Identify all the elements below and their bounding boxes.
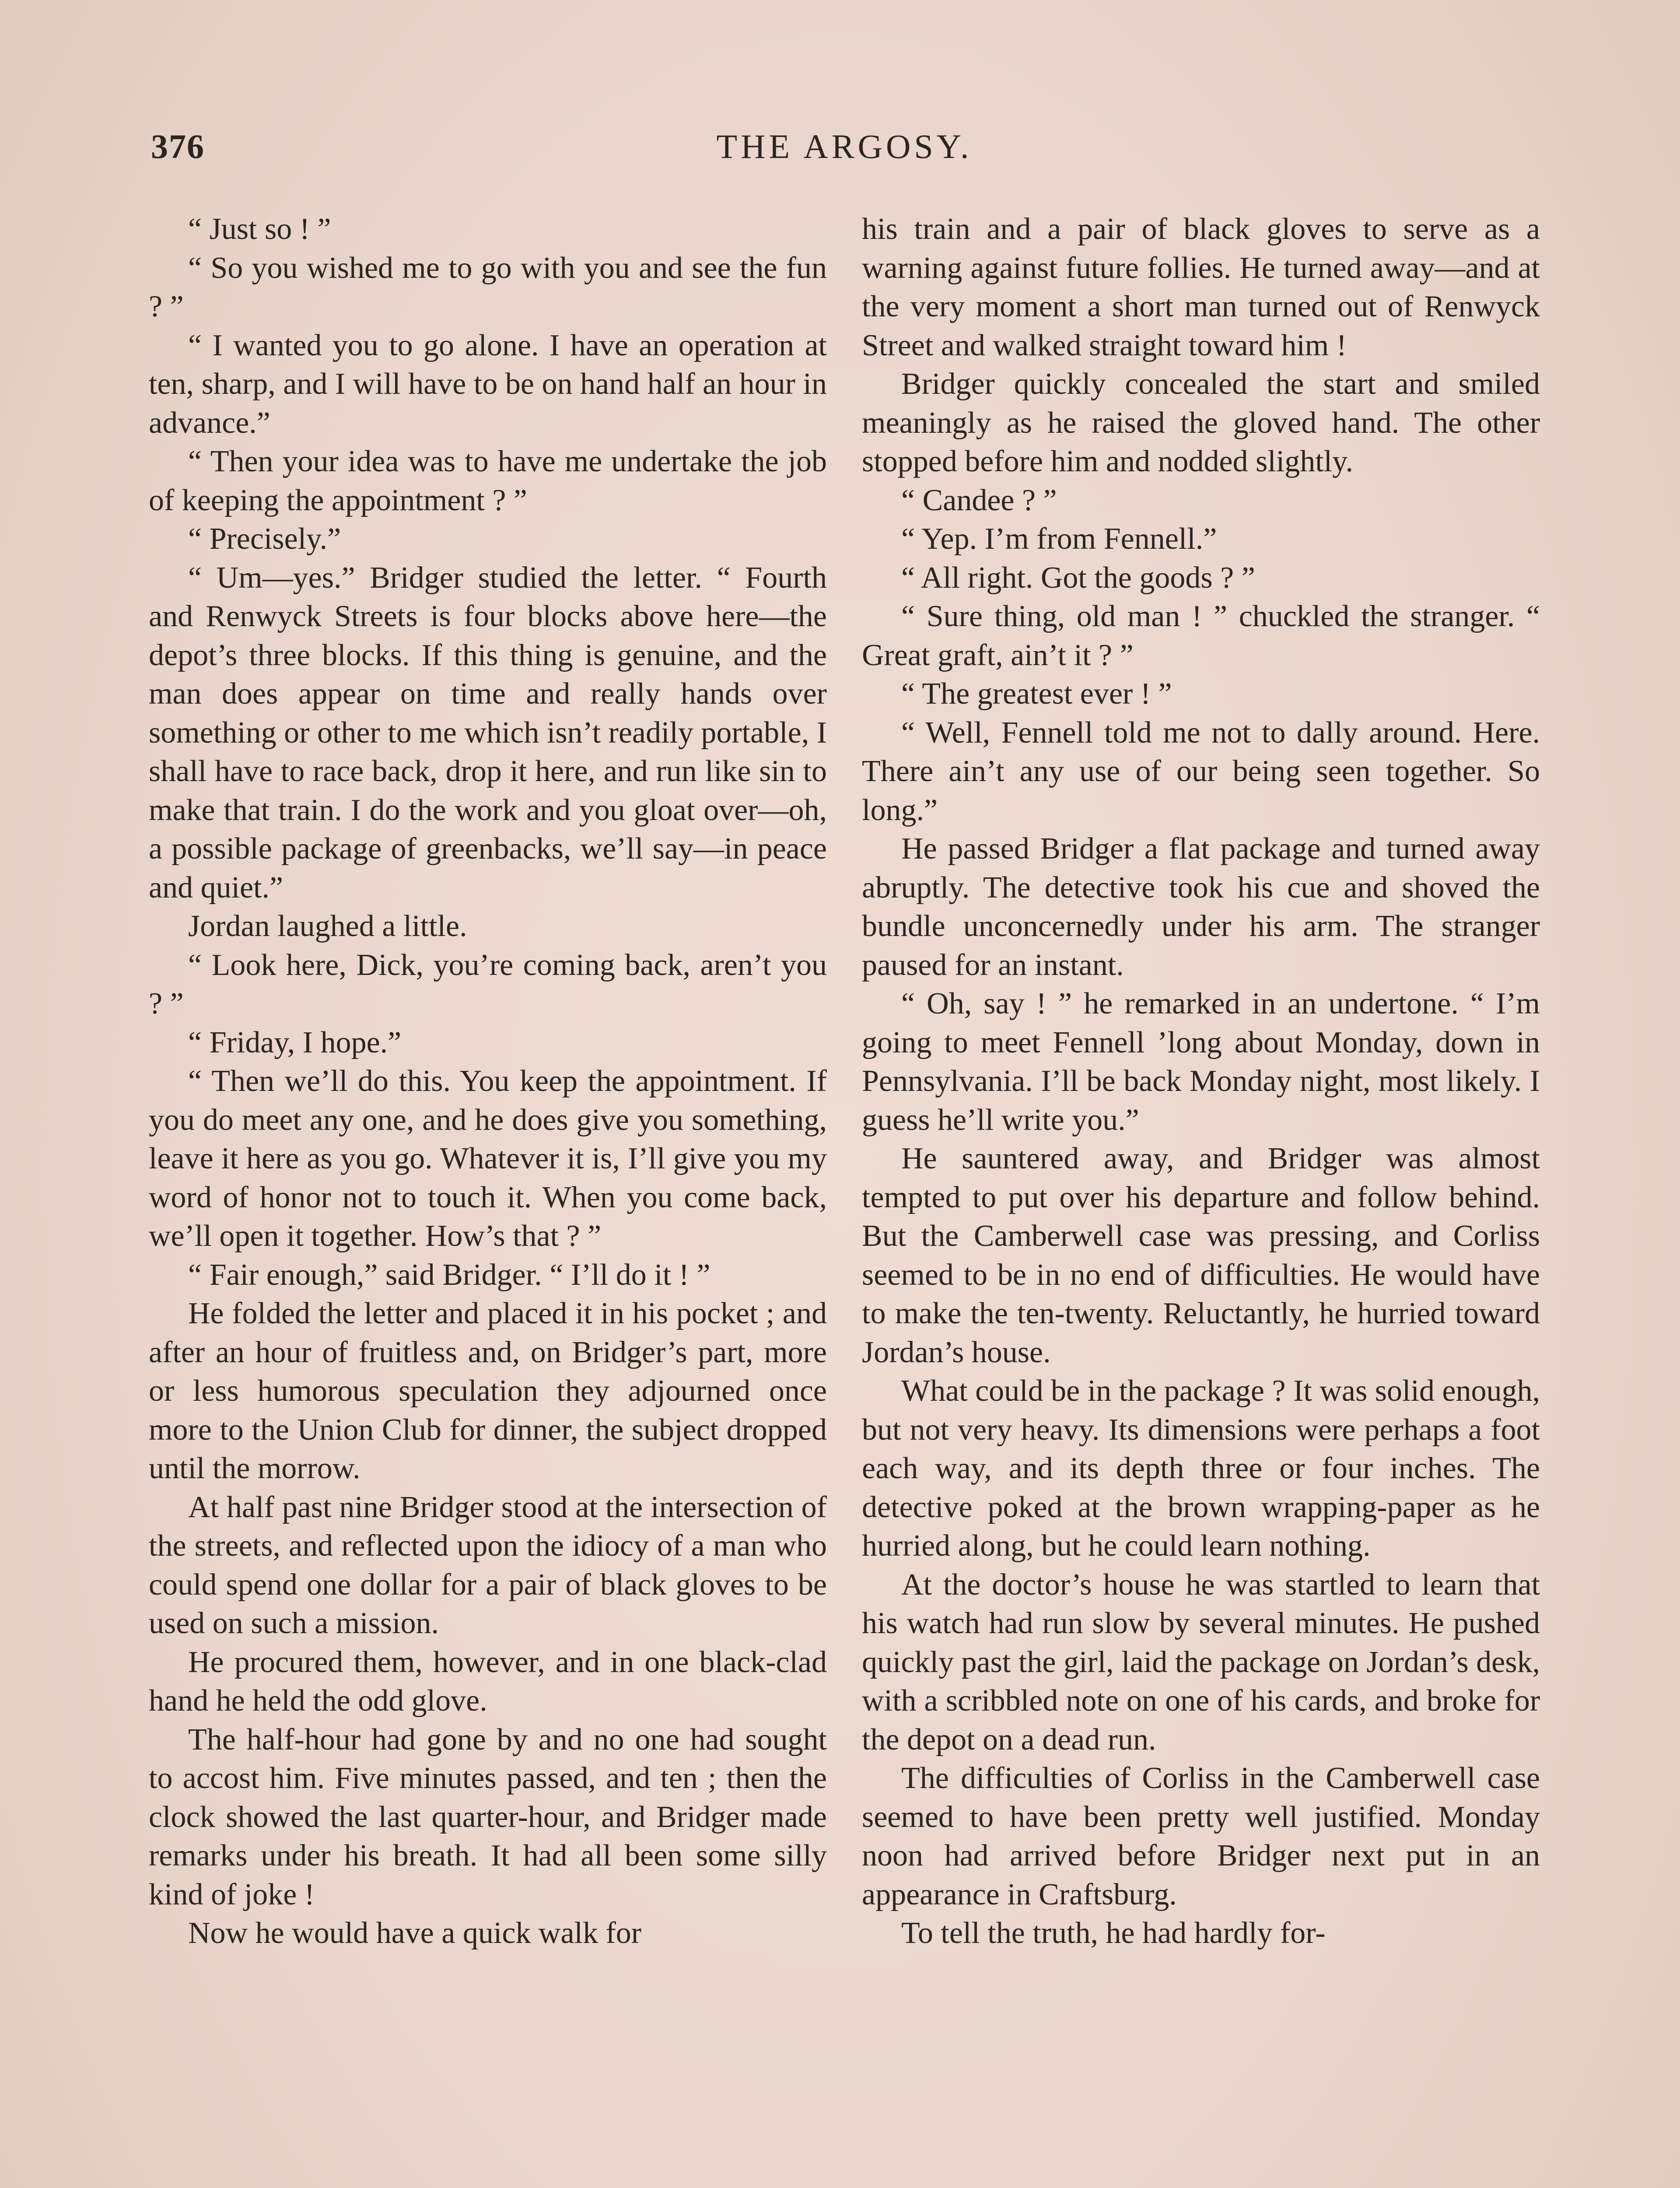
- paragraph: “ Just so ! ”: [188, 212, 331, 246]
- paragraph: He procured them, however, and in one black-clad hand he held the odd glove.: [149, 1645, 827, 1718]
- paragraph: Jordan laughed a little.: [188, 909, 467, 943]
- paragraph: He folded the letter and placed it in his pocket ; and after an hour of fruitless and, on Bridger’s part, more or less humorous speculation they adjourned once more to the Union Club for dinner, the subject dropped until the morrow.: [149, 1297, 827, 1485]
- paragraph: What could be in the package ? It was solid enough, but not very heavy. Its dimensions were perhaps a foot each way, and its depth three or four inches. The detective poked at the brown wrapping-paper as he hurried along, but he could learn nothing.: [862, 1374, 1540, 1563]
- paragraph: The half-hour had gone by and no one had sought to accost him. Five minutes passed, and ten ; then the clock showed the last quarter-hour, and Bridger made remarks under his breath. It had all been some silly kind of joke !: [149, 1722, 827, 1911]
- paragraph: He passed Bridger a flat package and turned away abruptly. The detective took his cue and shoved the bundle unconcernedly under his arm. The stranger paused for an instant.: [862, 832, 1540, 982]
- paragraph: “ Um—yes.” Bridger studied the letter. “ Fourth and Renwyck Streets is four blocks above here—the depot’s three blocks. If this thing is genuine, and the man does appear on time and really hands over something or other to me which isn’t readily portable, I shall have to race back, drop it here, and run like sin to make that train. I do the work and you gloat over—oh, a possible package of greenbacks, we’ll say—in peace and quiet.”: [149, 561, 827, 905]
- paragraph: “ Friday, I hope.”: [188, 1025, 402, 1059]
- page-number: 376: [151, 127, 205, 165]
- paragraph: At the doctor’s house he was startled to learn that his watch had run slow by several minutes. He pushed quickly past the girl, laid the package on Jordan’s desk, with a scribbled note on one of his cards, and broke for the depot on a dead run.: [862, 1567, 1540, 1757]
- right-column: [862, 210, 1540, 1953]
- paragraph: To tell the truth, he had hardly for-: [901, 1916, 1326, 1950]
- paragraph: “ Fair enough,” said Bridger. “ I’ll do it ! ”: [188, 1258, 710, 1292]
- left-column: [149, 210, 827, 1953]
- paragraph: “ Yep. I’m from Fennell.”: [901, 522, 1217, 556]
- paragraph: “ So you wished me to go with you and see the fun ? ”: [149, 251, 827, 323]
- paragraph: “ Well, Fennell told me not to dally around. Here. There ain’t any use of our being seen together. So long.”: [862, 715, 1540, 827]
- paragraph: The difficulties of Corliss in the Camberwell case seemed to have been pretty well justified. Monday noon had arrived before Bridger next put in an appearance in Craftsburg.: [862, 1761, 1540, 1911]
- paragraph: “ Candee ? ”: [901, 483, 1057, 517]
- paragraph: At half past nine Bridger stood at the intersection of the streets, and reflected upon the idiocy of a man who could spend one dollar for a pair of black gloves to be used on such a mission.: [149, 1490, 827, 1640]
- paragraph: “ Then we’ll do this. You keep the appointment. If you do meet any one, and he does give you something, leave it here as you go. Whatever it is, I’ll give you my word of honor not to touch it. When you come back, we’ll open it together. How’s that ? ”: [149, 1064, 827, 1253]
- paragraph: “ Sure thing, old man ! ” chuckled the stranger. “ Great graft, ain’t it ? ”: [862, 600, 1540, 672]
- paragraph: Now he would have a quick walk for: [188, 1916, 642, 1950]
- running-title: THE ARGOSY.: [716, 127, 973, 165]
- paragraph: “ Then your idea was to have me undertake the job of keeping the appointment ? ”: [149, 445, 827, 517]
- paragraph: “ Oh, say ! ” he remarked in an undertone. “ I’m going to meet Fennell ’long about Monday, down in Pennsylvania. I’ll be back Monday night, most likely. I guess he’ll write you.”: [862, 987, 1540, 1137]
- paragraph: “ I wanted you to go alone. I have an operation at ten, sharp, and I will have to be on hand half an hour in advance.”: [149, 328, 827, 440]
- paragraph: He sauntered away, and Bridger was almost tempted to put over his departure and follow behind. But the Camberwell case was pressing, and Corliss seemed to be in no end of difficulties. He would have to make the ten-twenty. Reluctantly, he hurried toward Jordan’s house.: [862, 1142, 1540, 1369]
- page-header: [151, 127, 1538, 175]
- paragraph: “ The greatest ever ! ”: [901, 677, 1172, 711]
- paragraph: Bridger quickly concealed the start and smiled meaningly as he raised the gloved hand. The other stopped before him and nodded slightly.: [862, 367, 1540, 478]
- paragraph: his train and a pair of black gloves to serve as a warning against future follies. He turned away—and at the very moment a short man turned out of Renwyck Street and walked straight toward him !: [862, 212, 1540, 362]
- paragraph: “ Look here, Dick, you’re coming back, aren’t you ? ”: [149, 948, 827, 1020]
- paragraph: “ All right. Got the goods ? ”: [901, 561, 1255, 595]
- paragraph: “ Precisely.”: [188, 522, 341, 556]
